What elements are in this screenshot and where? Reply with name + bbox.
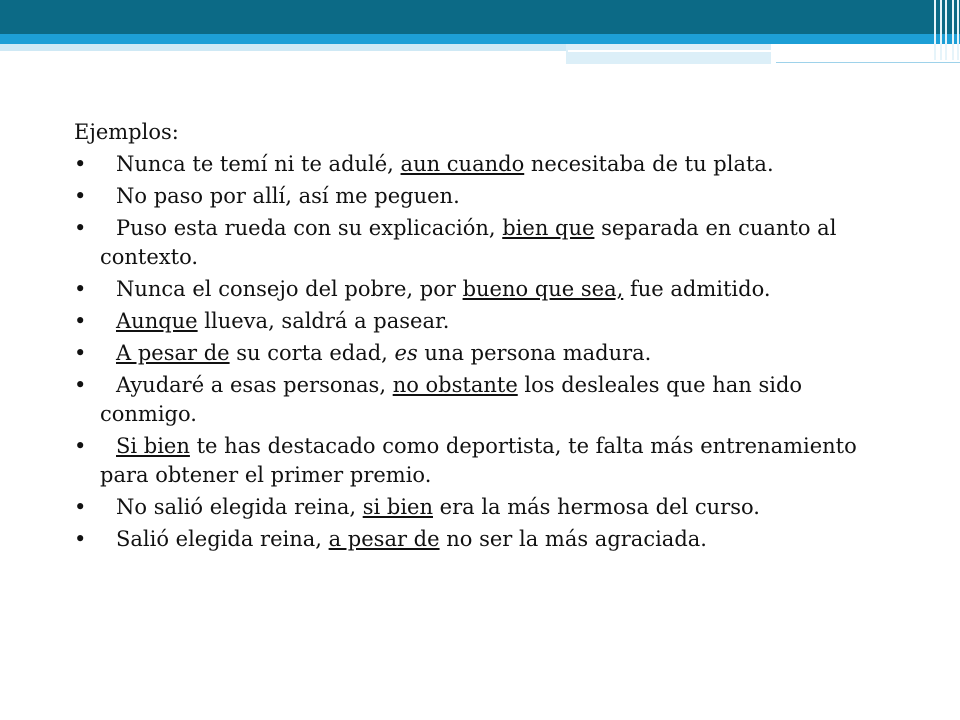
example-text [100,275,904,304]
example-post: era la más hermosa del curso. [432,495,760,519]
header-accent-line [568,50,890,52]
example-text [100,150,904,179]
example-connector: Aunque [116,309,198,333]
list-item [74,214,904,272]
example-connector: aun cuando [400,152,525,176]
example-post: no ser la más agraciada. [439,527,707,551]
example-pre: Nunca el consejo del pobre, por [116,277,463,301]
example-connector: bien que [502,216,595,240]
header-band-light [0,44,566,51]
example-pre: No salió elegida reina, [116,495,363,519]
example-post: una persona madura. [417,341,652,365]
bullet-icon: • [74,277,87,301]
header-band-dark [0,0,960,34]
bullet-icon: • [74,527,87,551]
list-item [74,525,904,554]
examples-list [74,150,904,554]
header-accent-thin-line [776,62,960,63]
bullet-icon: • [74,152,87,176]
example-text [100,307,904,336]
list-item [74,182,904,211]
example-text [100,432,904,490]
example-connector: a pesar de [328,527,440,551]
example-connector: no obstante [392,373,518,397]
example-post: los desleales que han sido conmigo. [100,373,803,426]
list-item [74,339,904,368]
bullet-icon: • [74,184,87,208]
example-text [100,339,904,368]
example-post: fue admitido. [623,277,771,301]
example-pre: Ayudaré a esas personas, [116,373,393,397]
list-item [74,371,904,429]
example-connector: A pesar de [116,341,230,365]
example-pre: Nunca te temí ni te adulé, [116,152,401,176]
example-text [100,493,904,522]
header-accent-block [566,44,771,64]
list-item [74,493,904,522]
slide-content [74,118,904,557]
example-text [100,214,904,272]
list-item [74,307,904,336]
bullet-icon: • [74,495,87,519]
example-post: necesitaba de tu plata. [524,152,774,176]
header-band-mid [0,34,960,44]
example-pre: Salió elegida reina, [116,527,329,551]
example-post: separada en cuanto al contexto. [100,216,837,269]
example-emphasis: es [394,341,418,365]
bullet-icon: • [74,216,87,240]
example-connector: bueno que sea, [462,277,624,301]
bullet-icon: • [74,373,87,397]
bullet-icon: • [74,341,87,365]
bullet-icon: • [74,309,87,333]
example-connector: si bien [362,495,433,519]
example-pre: Puso esta rueda con su explicación, [116,216,503,240]
bullet-icon: • [74,434,87,458]
example-post: te has destacado como deportista, te falta más entrenamiento para obtener el primer premio. [100,434,857,487]
heading: Ejemplos: [74,120,179,144]
example-post: su corta edad, [229,341,395,365]
example-connector: Si bien [116,434,190,458]
list-item [74,150,904,179]
example-text [100,371,904,429]
example-post: llueva, saldrá a pasear. [197,309,450,333]
example-text [100,525,904,554]
header-vertical-stripes [932,0,960,60]
list-item [74,432,904,490]
example-pre: No paso por allí, así me peguen. [116,184,460,208]
list-item [74,275,904,304]
example-text [100,182,904,211]
